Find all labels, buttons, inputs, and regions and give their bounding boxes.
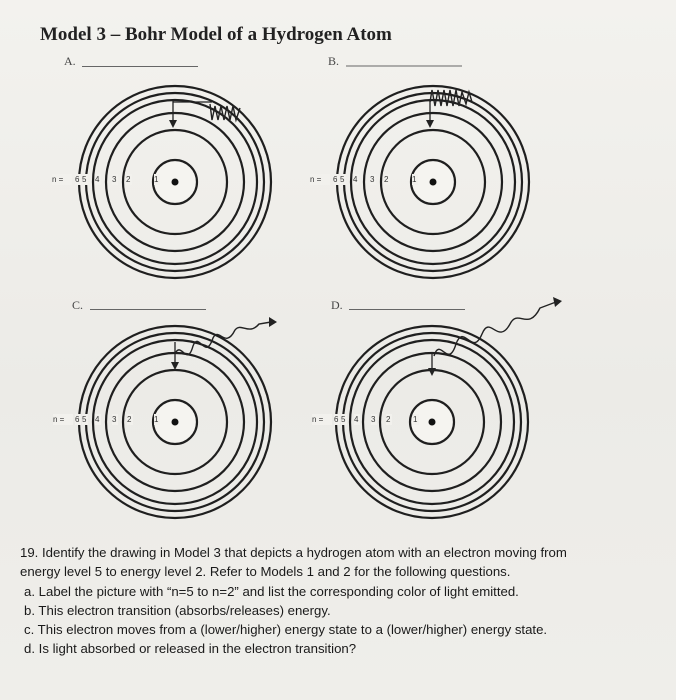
level-label-2: 2 bbox=[386, 415, 391, 424]
atom-diagram-d bbox=[312, 312, 560, 532]
panel-b-label: B. bbox=[328, 54, 340, 68]
nucleus bbox=[429, 419, 436, 426]
question-part-a: a. Label the picture with “n=5 to n=2” and list the corresponding color of light emitted. bbox=[24, 583, 519, 599]
level-label-6: 6 bbox=[334, 415, 339, 424]
panel-d-answer-line[interactable] bbox=[349, 309, 465, 310]
level-label-5: 5 bbox=[341, 415, 346, 424]
photon-emitted-arrow bbox=[171, 317, 277, 370]
question-part-c: c. This electron moves from a (lower/higher) energy state to a (lower/higher) energy state. bbox=[24, 622, 548, 638]
nucleus bbox=[172, 419, 179, 426]
level-label-3: 3 bbox=[370, 175, 375, 184]
panel-a-answer-line[interactable] bbox=[82, 66, 198, 67]
level-label-3: 3 bbox=[371, 415, 376, 424]
question-19 bbox=[20, 543, 660, 659]
level-label-2: 2 bbox=[126, 175, 131, 184]
level-label-6: 6 bbox=[75, 415, 80, 424]
level-label-4: 4 bbox=[95, 175, 100, 184]
level-label-1: 1 bbox=[154, 415, 159, 424]
atom-diagram-b bbox=[310, 78, 550, 278]
panel-c-answer-line[interactable] bbox=[90, 309, 206, 310]
level-label-4: 4 bbox=[354, 415, 359, 424]
level-label-4: 4 bbox=[353, 175, 358, 184]
level-label-2: 2 bbox=[127, 415, 132, 424]
atom-diagram-c bbox=[53, 320, 295, 530]
level-label-2: 2 bbox=[384, 175, 389, 184]
question-line-1: 19. Identify the drawing in Model 3 that depicts a hydrogen atom with an electron moving from bbox=[20, 545, 567, 560]
nucleus bbox=[430, 179, 437, 186]
level-label-n: n = bbox=[312, 415, 324, 424]
level-label-1: 1 bbox=[413, 415, 418, 424]
level-label-6: 6 bbox=[75, 175, 80, 184]
level-label-1: 1 bbox=[154, 175, 159, 184]
model-title: Model 3 – Bohr Model of a Hydrogen Atom bbox=[40, 24, 392, 45]
level-label-1: 1 bbox=[412, 175, 417, 184]
question-line-2: energy level 5 to energy level 2. Refer to Models 1 and 2 for the following questions. bbox=[20, 564, 511, 580]
panel-c-label: C. bbox=[72, 298, 84, 312]
level-label-5: 5 bbox=[82, 415, 87, 424]
question-part-d: d. Is light absorbed or released in the electron transition? bbox=[24, 641, 357, 657]
nucleus bbox=[172, 179, 179, 186]
level-label-n: n = bbox=[310, 175, 322, 184]
level-label-4: 4 bbox=[95, 415, 100, 424]
panel-d-label: D. bbox=[331, 298, 343, 312]
level-labels bbox=[312, 414, 419, 425]
level-label-n: n = bbox=[53, 415, 65, 424]
photon-absorbed-arrow bbox=[426, 90, 472, 128]
panel-b-answer-line[interactable] bbox=[346, 58, 462, 68]
level-label-5: 5 bbox=[82, 175, 87, 184]
level-label-3: 3 bbox=[112, 175, 117, 184]
level-label-5: 5 bbox=[340, 175, 345, 184]
panel-a-label: A. bbox=[64, 54, 76, 68]
atom-diagram-a bbox=[52, 78, 292, 278]
question-part-b: b. This electron transition (absorbs/releases) energy. bbox=[24, 602, 331, 618]
level-label-3: 3 bbox=[112, 415, 117, 424]
level-label-n: n = bbox=[52, 175, 64, 184]
level-label-6: 6 bbox=[333, 175, 338, 184]
